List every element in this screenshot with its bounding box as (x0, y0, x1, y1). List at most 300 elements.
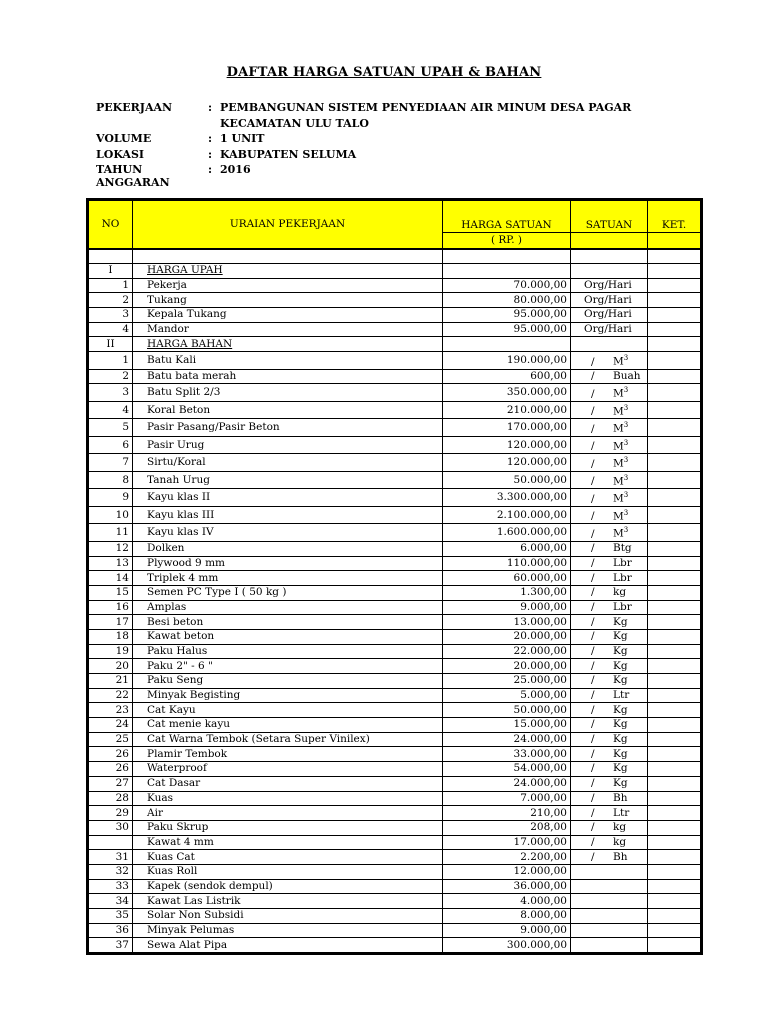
cell-satuan: / kg (571, 585, 648, 600)
cell-no: 25 (89, 732, 133, 747)
cell-satuan (571, 337, 648, 352)
cell-no: 13 (89, 556, 133, 571)
info-row (96, 163, 631, 189)
cell-satuan: / $M^3$ (571, 506, 648, 524)
unit-slash: / (591, 762, 595, 775)
cell-uraian: Paku 2" - 6 " (133, 659, 443, 674)
cell-no: 34 (89, 894, 133, 909)
cell-uraian: Waterproof (133, 762, 443, 777)
cell-satuan: / Kg (571, 718, 648, 733)
cell-harga: 22.000,00 (443, 644, 571, 659)
info-label: VOLUME (96, 132, 152, 145)
cell-satuan: / Ltr (571, 688, 648, 703)
table-row (89, 585, 701, 600)
cell-no: 33 (89, 879, 133, 894)
cell-harga: 6.000,00 (443, 541, 571, 556)
cell-no (89, 835, 133, 850)
cell-harga: 7.000,00 (443, 791, 571, 806)
cell-uraian: HARGA UPAH (133, 264, 443, 279)
cell-ket (648, 629, 701, 644)
table-row (89, 923, 701, 938)
cell-satuan: / Buah (571, 369, 648, 384)
cell-no: 23 (89, 703, 133, 718)
cell-ket (648, 352, 701, 370)
cell-satuan: Org/Hari (571, 322, 648, 337)
table-row (89, 703, 701, 718)
cell-satuan: / $M^3$ (571, 471, 648, 489)
table-row (89, 419, 701, 437)
cell-harga: 13.000,00 (443, 615, 571, 630)
cell-uraian: Koral Beton (133, 401, 443, 419)
unit-slash: / (591, 571, 595, 584)
cell-no: 27 (89, 776, 133, 791)
cell-no: 35 (89, 909, 133, 924)
cell-ket (648, 923, 701, 938)
table-row (89, 322, 701, 337)
cell-uraian: Air (133, 806, 443, 821)
cell-harga: 95.000,00 (443, 322, 571, 337)
table-row (89, 938, 701, 953)
cell-uraian: Sirtu/Koral (133, 454, 443, 472)
info-value: KECAMATAN ULU TALO (220, 116, 369, 130)
cell-ket (648, 850, 701, 865)
table-row (89, 835, 701, 850)
cell-no: 3 (89, 308, 133, 323)
table-row (89, 909, 701, 924)
cell-harga: 210,00 (443, 806, 571, 821)
info-colon: : (208, 132, 213, 145)
cell-ket (648, 571, 701, 586)
cell-harga: 2.200,00 (443, 850, 571, 865)
cell-satuan (571, 879, 648, 894)
cell-uraian: Sewa Alat Pipa (133, 938, 443, 953)
header-uraian: URAIAN PEKERJAAN (133, 201, 443, 250)
cell-ket (648, 644, 701, 659)
cell-ket (648, 454, 701, 472)
cell-harga: 4.000,00 (443, 894, 571, 909)
cell-uraian: Cat Kayu (133, 703, 443, 718)
cell-satuan (571, 264, 648, 279)
cell-uraian: Besi beton (133, 615, 443, 630)
cell-uraian: Batu Kali (133, 352, 443, 370)
cell-uraian: Paku Seng (133, 674, 443, 689)
cell-no: 3 (89, 384, 133, 402)
info-row (96, 132, 631, 148)
price-table (88, 200, 701, 953)
cell-satuan: / Bh (571, 791, 648, 806)
info-value: KABUPATEN SELUMA (220, 147, 357, 161)
unit-slash: / (591, 615, 595, 628)
cell-satuan: / Lbr (571, 600, 648, 615)
cell-harga: 50.000,00 (443, 703, 571, 718)
cell-harga: 1.600.000,00 (443, 524, 571, 542)
table-row (89, 454, 701, 472)
cell-uraian: Triplek 4 mm (133, 571, 443, 586)
cell-no: 4 (89, 322, 133, 337)
cell-satuan: / Kg (571, 659, 648, 674)
cell-uraian: Minyak Begisting (133, 688, 443, 703)
cell-ket (648, 820, 701, 835)
cell-harga: 54.000,00 (443, 762, 571, 777)
unit-slash: / (591, 475, 595, 488)
cell-harga: 17.000,00 (443, 835, 571, 850)
table-row (89, 384, 701, 402)
cell-uraian: Kuas Roll (133, 864, 443, 879)
info-label: PEKERJAAN (96, 101, 173, 114)
cell-ket (648, 322, 701, 337)
cell-ket (648, 337, 701, 352)
cell-uraian: Kapek (sendok dempul) (133, 879, 443, 894)
cell-uraian: Tukang (133, 293, 443, 308)
table-row (89, 556, 701, 571)
document-title: DAFTAR HARGA SATUAN UPAH & BAHAN (226, 65, 542, 80)
cell-satuan: / Kg (571, 703, 648, 718)
cell-ket (648, 489, 701, 507)
info-row (96, 148, 631, 164)
header-no: NO (89, 201, 133, 250)
cell-ket (648, 688, 701, 703)
cell-satuan: / $M^3$ (571, 419, 648, 437)
cell-no: 19 (89, 644, 133, 659)
cell-harga: 9.000,00 (443, 600, 571, 615)
cell-uraian: Tanah Urug (133, 471, 443, 489)
cell-ket (648, 703, 701, 718)
cell-harga: 20.000,00 (443, 629, 571, 644)
cell-harga: 20.000,00 (443, 659, 571, 674)
cell-ket (648, 835, 701, 850)
table-row (89, 718, 701, 733)
table-row (89, 776, 701, 791)
cell-satuan: Org/Hari (571, 308, 648, 323)
cell-uraian: Kayu klas III (133, 506, 443, 524)
cell-harga: 9.000,00 (443, 923, 571, 938)
cell-ket (648, 776, 701, 791)
cell-no: 6 (89, 436, 133, 454)
cell-satuan: / Kg (571, 629, 648, 644)
cell-uraian: Kayu klas IV (133, 524, 443, 542)
unit-slash: / (591, 369, 595, 382)
cell-harga: 12.000,00 (443, 864, 571, 879)
cell-satuan: / Bh (571, 850, 648, 865)
cell-satuan: / $M^3$ (571, 524, 648, 542)
cell-uraian: Semen PC Type I ( 50 kg ) (133, 585, 443, 600)
cell-no: 11 (89, 524, 133, 542)
table-row (89, 471, 701, 489)
cell-uraian: Cat menie kayu (133, 718, 443, 733)
cell-ket (648, 524, 701, 542)
cell-uraian: Plamir Tembok (133, 747, 443, 762)
unit-slash: / (591, 703, 595, 716)
unit-slash: / (591, 355, 595, 368)
cell-ket (648, 615, 701, 630)
cell-uraian: Mandor (133, 322, 443, 337)
cell-no: II (89, 337, 133, 352)
unit-slash: / (591, 586, 595, 599)
cell-satuan (571, 894, 648, 909)
cell-harga: 300.000,00 (443, 938, 571, 953)
unit-slash: / (591, 422, 595, 435)
table-row (89, 879, 701, 894)
cell-no: 22 (89, 688, 133, 703)
cell-harga: 36.000,00 (443, 879, 571, 894)
table-row (89, 688, 701, 703)
cell-harga: 208,00 (443, 820, 571, 835)
cell-ket (648, 600, 701, 615)
cell-uraian: Paku Halus (133, 644, 443, 659)
cell-harga: 190.000,00 (443, 352, 571, 370)
cell-harga: 1.300,00 (443, 585, 571, 600)
cell-ket (648, 894, 701, 909)
cell-no: 29 (89, 806, 133, 821)
cell-harga: 110.000,00 (443, 556, 571, 571)
cell-harga: 25.000,00 (443, 674, 571, 689)
cell-no: 2 (89, 293, 133, 308)
cell-no: 14 (89, 571, 133, 586)
header-harga: HARGA SATUAN (443, 201, 571, 233)
unit-slash: / (591, 718, 595, 731)
table-row (89, 506, 701, 524)
cell-no: 37 (89, 938, 133, 953)
unit-slash: / (591, 405, 595, 418)
cell-ket (648, 401, 701, 419)
cell-ket (648, 879, 701, 894)
cell-ket (648, 436, 701, 454)
cell-uraian: Batu Split 2/3 (133, 384, 443, 402)
table-row (89, 762, 701, 777)
cell-satuan (571, 909, 648, 924)
cell-ket (648, 674, 701, 689)
cell-uraian: Amplas (133, 600, 443, 615)
unit-slash: / (591, 630, 595, 643)
cell-satuan: / $M^3$ (571, 384, 648, 402)
cell-no: 32 (89, 864, 133, 879)
cell-uraian: Pekerja (133, 278, 443, 293)
cell-harga: 350.000,00 (443, 384, 571, 402)
cell-ket (648, 506, 701, 524)
cell-satuan: / $M^3$ (571, 454, 648, 472)
cell-uraian: Solar Non Subsidi (133, 909, 443, 924)
cell-no: 17 (89, 615, 133, 630)
cell-ket (648, 293, 701, 308)
table-row (89, 541, 701, 556)
cell-ket (648, 806, 701, 821)
cell-uraian: Kawat 4 mm (133, 835, 443, 850)
cell-satuan: Org/Hari (571, 293, 648, 308)
info-label: TAHUN ANGGARAN (96, 163, 170, 189)
cell-uraian: Pasir Pasang/Pasir Beton (133, 419, 443, 437)
project-info (96, 101, 631, 189)
cell-ket (648, 541, 701, 556)
header-row (89, 201, 701, 233)
table-row (89, 401, 701, 419)
cell-harga: 24.000,00 (443, 732, 571, 747)
table-row (89, 278, 701, 293)
table-row (89, 747, 701, 762)
cell-ket (648, 471, 701, 489)
cell-satuan: / Kg (571, 776, 648, 791)
table-row (89, 615, 701, 630)
cell-uraian: Kuas Cat (133, 850, 443, 865)
spacer-row (89, 249, 701, 264)
cell-no: 8 (89, 471, 133, 489)
cell-harga: 120.000,00 (443, 436, 571, 454)
cell-no: 36 (89, 923, 133, 938)
table-row (89, 806, 701, 821)
cell-satuan: / $M^3$ (571, 401, 648, 419)
info-colon: : (208, 147, 213, 161)
cell-no: 1 (89, 352, 133, 370)
cell-ket (648, 308, 701, 323)
info-colon: : (208, 101, 213, 114)
cell-no: 30 (89, 820, 133, 835)
unit-slash: / (591, 850, 595, 863)
unit-slash: / (591, 674, 595, 687)
unit-slash: / (591, 659, 595, 672)
table-row (89, 644, 701, 659)
cell-uraian: Minyak Pelumas (133, 923, 443, 938)
table-row (89, 894, 701, 909)
table-row (89, 732, 701, 747)
cell-no: I (89, 264, 133, 279)
cell-harga: 210.000,00 (443, 401, 571, 419)
cell-ket (648, 732, 701, 747)
cell-satuan: / $M^3$ (571, 352, 648, 370)
cell-uraian: Kuas (133, 791, 443, 806)
cell-no: 26 (89, 762, 133, 777)
cell-satuan: / Lbr (571, 556, 648, 571)
cell-satuan: / Kg (571, 747, 648, 762)
cell-harga (443, 337, 571, 352)
cell-no: 16 (89, 600, 133, 615)
cell-ket (648, 791, 701, 806)
cell-ket (648, 264, 701, 279)
unit-slash: / (591, 835, 595, 848)
info-colon: : (208, 163, 213, 176)
unit-slash: / (591, 527, 595, 540)
cell-satuan: / Kg (571, 762, 648, 777)
cell-satuan: / kg (571, 835, 648, 850)
section-row (89, 337, 701, 352)
cell-uraian: Paku Skrup (133, 820, 443, 835)
cell-no: 9 (89, 489, 133, 507)
table-row (89, 820, 701, 835)
cell-ket (648, 938, 701, 953)
cell-uraian: Pasir Urug (133, 436, 443, 454)
cell-uraian: Kayu klas II (133, 489, 443, 507)
cell-harga: 170.000,00 (443, 419, 571, 437)
cell-ket (648, 278, 701, 293)
unit-slash: / (591, 733, 595, 746)
cell-no: 31 (89, 850, 133, 865)
table-row (89, 791, 701, 806)
cell-ket (648, 864, 701, 879)
cell-harga: 5.000,00 (443, 688, 571, 703)
cell-uraian: Kepala Tukang (133, 308, 443, 323)
cell-no: 28 (89, 791, 133, 806)
unit-slash: / (591, 600, 595, 613)
table-row (89, 352, 701, 370)
header-harga-unit: ( RP. ) (443, 233, 571, 250)
table-row (89, 293, 701, 308)
cell-harga: 33.000,00 (443, 747, 571, 762)
cell-no: 15 (89, 585, 133, 600)
cell-uraian: Kawat beton (133, 629, 443, 644)
unit-slash: / (591, 806, 595, 819)
cell-ket (648, 369, 701, 384)
table-row (89, 864, 701, 879)
table-row (89, 659, 701, 674)
cell-harga (443, 264, 571, 279)
cell-harga: 80.000,00 (443, 293, 571, 308)
cell-satuan: / $M^3$ (571, 489, 648, 507)
cell-harga: 15.000,00 (443, 718, 571, 733)
info-value: 1 UNIT (220, 132, 265, 145)
unit-slash: / (591, 644, 595, 657)
cell-ket (648, 718, 701, 733)
cell-no: 10 (89, 506, 133, 524)
cell-no: 24 (89, 718, 133, 733)
cell-satuan: / Kg (571, 674, 648, 689)
cell-harga: 70.000,00 (443, 278, 571, 293)
cell-satuan (571, 938, 648, 953)
cell-no: 18 (89, 629, 133, 644)
table-row (89, 850, 701, 865)
table-row (89, 369, 701, 384)
info-label (96, 117, 208, 133)
cell-no: 2 (89, 369, 133, 384)
cell-ket (648, 419, 701, 437)
unit-slash: / (591, 387, 595, 400)
cell-uraian: Cat Dasar (133, 776, 443, 791)
table-row (89, 489, 701, 507)
cell-ket (648, 585, 701, 600)
unit-slash: / (591, 747, 595, 760)
cell-satuan: / Kg (571, 615, 648, 630)
cell-harga: 120.000,00 (443, 454, 571, 472)
table-row (89, 571, 701, 586)
unit-slash: / (591, 791, 595, 804)
cell-harga: 2.100.000,00 (443, 506, 571, 524)
unit-slash: / (591, 492, 595, 505)
section-row (89, 264, 701, 279)
header-ket: KET. (648, 201, 701, 233)
info-row (96, 117, 631, 133)
cell-no: 7 (89, 454, 133, 472)
cell-ket (648, 747, 701, 762)
cell-satuan: / Kg (571, 732, 648, 747)
cell-harga: 3.300.000,00 (443, 489, 571, 507)
cell-harga: 8.000,00 (443, 909, 571, 924)
cell-harga: 50.000,00 (443, 471, 571, 489)
info-colon (208, 117, 220, 133)
unit-slash: / (591, 689, 595, 702)
table-row (89, 308, 701, 323)
cell-satuan: / kg (571, 820, 648, 835)
unit-slash: / (591, 542, 595, 555)
cell-no: 12 (89, 541, 133, 556)
header-satuan: SATUAN (571, 201, 648, 233)
cell-ket (648, 659, 701, 674)
info-value: PEMBANGUNAN SISTEM PENYEDIAAN AIR MINUM DESA PAGAR (220, 101, 632, 114)
cell-satuan: / Ltr (571, 806, 648, 821)
cell-satuan: / $M^3$ (571, 436, 648, 454)
cell-no: 26 (89, 747, 133, 762)
cell-no: 5 (89, 419, 133, 437)
unit-slash: / (591, 510, 595, 523)
cell-no: 21 (89, 674, 133, 689)
cell-ket (648, 762, 701, 777)
cell-satuan: / Btg (571, 541, 648, 556)
